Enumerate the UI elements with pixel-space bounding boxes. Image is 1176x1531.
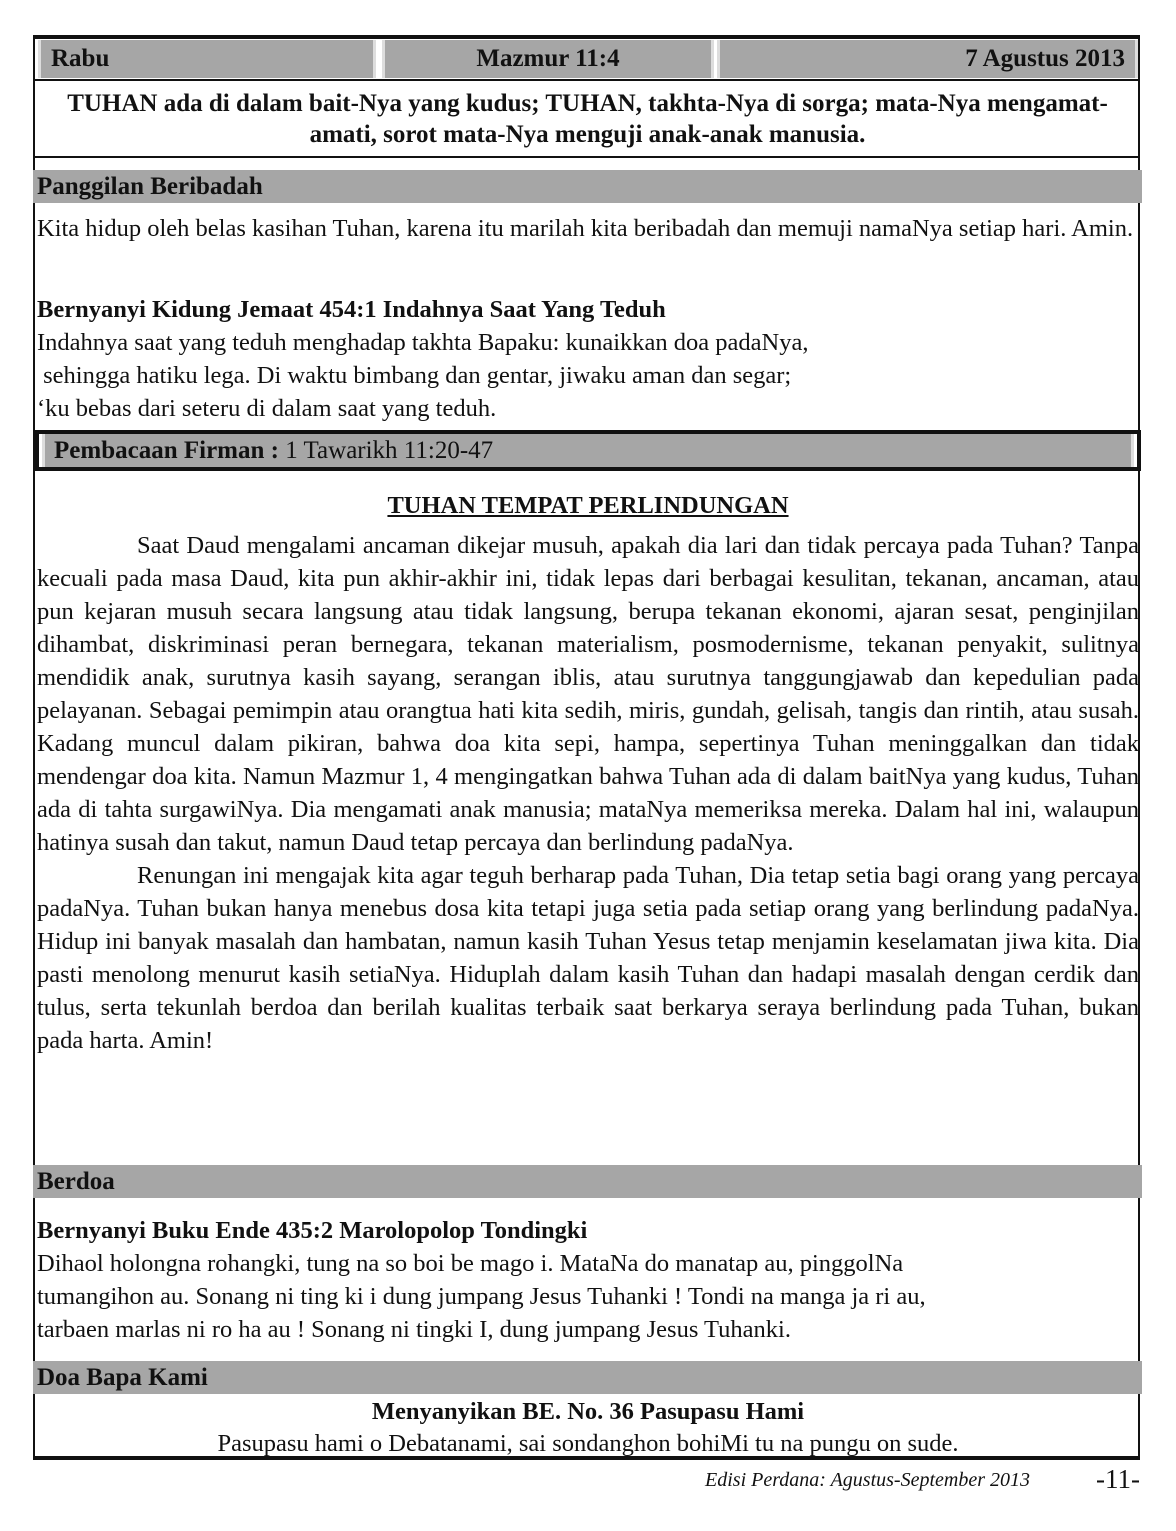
sermon-paragraph: Renungan ini mengajak kita agar teguh berharap pada Tuhan, Dia tetap setia bagi orang yang percaya padaNya. Tuhan bukan hanya menebus dosa kita tetapi juga setia pada setiap orang yang berlindung padaNya. Hidup ini banyak masalah dan hambatan, namun kasih Tuhan Yesus tetap menjamin keselamatan jiwa kita. Dia pasti menolong menurut kasih setiaNya. Hiduplah dalam kasih Tuhan dan hadapi masalah dengan cerdik dan tulus, serta tekunlah berdoa dan berilah kualitas terbaik saat berkarya seraya berlindung pada Tuhan, bukan pada harta. Amin! [37, 862, 1139, 1054]
sermon-paragraph: Saat Daud mengalami ancaman dikejar musuh, apakah dia lari dan tidak percaya pada Tuhan? Tanpa kecuali pada masa Daud, kita pun akhir-akhir ini, tidak lepas dari berbagai kesulitan, tekanan, ancaman, atau pun kejaran musuh secara langsung atau tidak langsung, berupa tekanan ekonomi, ajaran sesat, penginjilan dihambat, diskriminasi peran bernegara, tekanan materialism, posmodernisme, tekanan penyakit, sulitnya mendidik anak, surutnya kasih sayang, serangan iblis, atau surutnya tanggungjawab dan kepedulian pada pelayanan. Sebagai pemimpin atau orangtua hati kita sedih, miris, gundah, gelisah, tangis dan rintih, atau susah. Kadang muncul dalam pikiran, bahwa doa kita sepi, hampa, sepertinya Tuhan meninggalkan dan tidak mendengar doa kita. Namun Mazmur 1, 4 mengingatkan bahwa Tuhan ada di dalam baitNya yang kudus, Tuhan ada di tahta surgawiNya. Dia mengamati anak manusia; mataNya memeriksa mereka. Dalam hal ini, walaupun hatinya susah dan takut, namun Daud tetap percaya dan berlindung padaNya. [37, 532, 1139, 856]
reading-reference: 1 Tawarikh 11:20-47 [278, 437, 494, 464]
call-to-worship-text: Kita hidup oleh belas kasihan Tuhan, karena itu marilah kita beribadah dan memuji namaNya setiap hari. Amin. [37, 215, 1134, 242]
sermon-body [37, 529, 1139, 1057]
song2-title: Bernyanyi Buku Ende 435:2 Marolopolop Tondingki [37, 1217, 588, 1244]
song2-line: tumangihon au. Sonang ni ting ki i dung jumpang Jesus Tuhanki ! Tondi na manga ja ri au, [37, 1283, 926, 1310]
song1-line: ‘ku bebas dari seteru di dalam saat yang teduh. [37, 395, 497, 422]
song2-line: Dihaol holongna rohangki, tung na so boi be mago i. MataNa do manatap au, pinggolNa [37, 1250, 904, 1277]
lords-prayer-song-title: Menyanyikan BE. No. 36 Pasupasu Hami [371, 1398, 805, 1425]
reading-label: Pembacaan Firman : [54, 437, 279, 464]
sermon-title: TUHAN TEMPAT PERLINDUNGAN [387, 492, 789, 519]
key-verse: TUHAN ada di dalam bait-Nya yang kudus; TUHAN, takhta-Nya di sorga; mata-Nya mengamat-amati, sorot mata-Nya menguji anak-anak manusia. [35, 79, 1140, 158]
header-date: 7 Agustus 2013 [717, 40, 1138, 78]
edition-footer: Edisi Perdana: Agustus-September 2013 [705, 1469, 1030, 1491]
lords-prayer-song-text: Pasupasu hami o Debatanami, sai sondanghon bohiMi tu na pungu on sude. [217, 1430, 959, 1457]
song1-line: Indahnya saat yang teduh menghadap takhta Bapaku: kunaikkan doa padaNya, [37, 329, 809, 356]
song1-line: sehingga hatiku lega. Di waktu bimbang dan gentar, jiwaku aman dan segar; [37, 362, 792, 389]
reading-bar [35, 430, 1141, 471]
header-day: Rabu [38, 40, 376, 78]
song2 [37, 1214, 1139, 1346]
page-number: -11- [1096, 1464, 1140, 1494]
lords-prayer-heading: Doa Bapa Kami [33, 1361, 1142, 1394]
song1-title: Bernyanyi Kidung Jemaat 454:1 Indahnya Saat Yang Teduh [37, 296, 666, 323]
call-to-worship-heading: Panggilan Beribadah [33, 170, 1142, 203]
prayer-heading: Berdoa [33, 1165, 1142, 1198]
song1 [37, 293, 1139, 425]
header-reference: Mazmur 11:4 [382, 40, 714, 78]
song2-line: tarbaen marlas ni ro ha au ! Sonang ni tingki I, dung jumpang Jesus Tuhanki. [37, 1316, 791, 1343]
